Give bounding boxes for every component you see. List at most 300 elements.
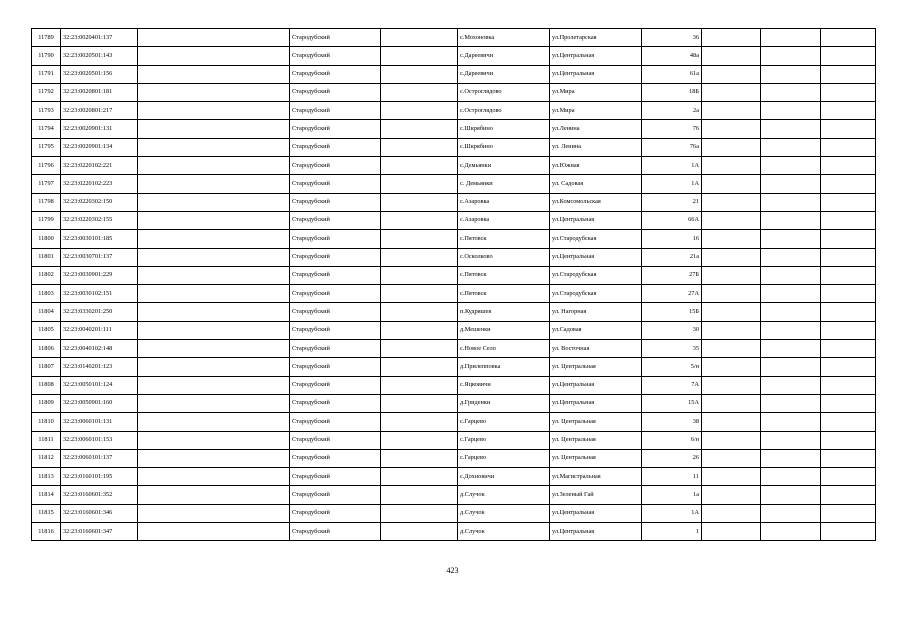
table-row — [32, 486, 876, 504]
empty-cell — [761, 83, 821, 101]
table-row — [32, 376, 876, 394]
empty-cell — [138, 523, 290, 541]
empty-cell — [761, 230, 821, 248]
empty-cell — [138, 47, 290, 65]
street-cell: ул.Центральная — [550, 523, 642, 541]
settlement-cell: с.Яцковичи — [458, 376, 550, 394]
settlement-cell: с.Шкрябино — [458, 138, 550, 156]
page-number: 423 — [446, 566, 459, 575]
settlement-cell: с.Азаровка — [458, 211, 550, 229]
empty-cell — [381, 504, 458, 522]
row-number-cell: 11793 — [32, 102, 61, 120]
empty-cell — [381, 175, 458, 193]
street-cell: ул. Центральная — [550, 431, 642, 449]
cadastral-number-cell: 32:23:0220102:223 — [61, 175, 138, 193]
empty-cell — [821, 29, 876, 47]
row-number-cell: 11801 — [32, 248, 61, 266]
empty-cell — [381, 523, 458, 541]
street-cell: ул.Центральная — [550, 47, 642, 65]
settlement-cell: д.Гриденки — [458, 394, 550, 412]
settlement-cell: с.Гарцево — [458, 449, 550, 467]
cadastral-number-cell: 32:23:0030701:137 — [61, 248, 138, 266]
empty-cell — [761, 468, 821, 486]
table-row — [32, 504, 876, 522]
empty-cell — [381, 211, 458, 229]
street-cell: ул.Магистральная — [550, 468, 642, 486]
settlement-cell: д.Прилепповка — [458, 358, 550, 376]
empty-cell — [138, 266, 290, 284]
house-number-cell: 30 — [642, 321, 702, 339]
table-row — [32, 431, 876, 449]
street-cell: ул. Восточная — [550, 340, 642, 358]
empty-cell — [381, 248, 458, 266]
street-cell: ул.Центральная — [550, 504, 642, 522]
empty-cell — [138, 449, 290, 467]
street-cell: ул.Стародубская — [550, 285, 642, 303]
empty-cell — [381, 29, 458, 47]
empty-cell — [138, 376, 290, 394]
cadastral-number-cell: 32:23:0020801:181 — [61, 83, 138, 101]
empty-cell — [821, 321, 876, 339]
cadastral-number-cell: 32:23:0060101:137 — [61, 449, 138, 467]
empty-cell — [821, 102, 876, 120]
house-number-cell: 15А — [642, 394, 702, 412]
table-row — [32, 449, 876, 467]
table-row — [32, 394, 876, 412]
district-cell: Стародубский — [290, 468, 381, 486]
street-cell: ул.Южная — [550, 157, 642, 175]
street-cell: ул.Садовая — [550, 321, 642, 339]
row-number-cell: 11806 — [32, 340, 61, 358]
empty-cell — [821, 138, 876, 156]
table-row — [32, 468, 876, 486]
street-cell: ул. Центральная — [550, 413, 642, 431]
empty-cell — [381, 266, 458, 284]
row-number-cell: 11791 — [32, 65, 61, 83]
settlement-cell: с.Демьянки — [458, 157, 550, 175]
empty-cell — [138, 504, 290, 522]
empty-cell — [702, 29, 761, 47]
house-number-cell: 66А — [642, 211, 702, 229]
empty-cell — [761, 285, 821, 303]
settlement-cell: с.Пятовск — [458, 266, 550, 284]
district-cell: Стародубский — [290, 193, 381, 211]
settlement-cell: д.Мешенки — [458, 321, 550, 339]
empty-cell — [821, 468, 876, 486]
table-row — [32, 29, 876, 47]
settlement-cell: с.Остроглядово — [458, 83, 550, 101]
district-cell: Стародубский — [290, 321, 381, 339]
district-cell: Стародубский — [290, 65, 381, 83]
empty-cell — [381, 376, 458, 394]
house-number-cell: 2а — [642, 102, 702, 120]
empty-cell — [821, 175, 876, 193]
empty-cell — [702, 376, 761, 394]
empty-cell — [821, 431, 876, 449]
street-cell: ул. Нагорная — [550, 303, 642, 321]
empty-cell — [138, 65, 290, 83]
table-row — [32, 138, 876, 156]
cadastral-number-cell: 32:23:0220102:221 — [61, 157, 138, 175]
house-number-cell: 18Б — [642, 83, 702, 101]
house-number-cell: 26 — [642, 449, 702, 467]
row-number-cell: 11812 — [32, 449, 61, 467]
cadastral-number-cell: 32:23:0140201:123 — [61, 358, 138, 376]
empty-cell — [381, 157, 458, 175]
empty-cell — [761, 358, 821, 376]
empty-cell — [381, 449, 458, 467]
row-number-cell: 11803 — [32, 285, 61, 303]
row-number-cell: 11790 — [32, 47, 61, 65]
empty-cell — [761, 340, 821, 358]
cadastral-number-cell: 32:23:0160601:346 — [61, 504, 138, 522]
settlement-cell: с.Дохновичи — [458, 468, 550, 486]
empty-cell — [381, 413, 458, 431]
settlement-cell: с.Дареевичи — [458, 47, 550, 65]
empty-cell — [702, 65, 761, 83]
street-cell: ул.Комсомольская — [550, 193, 642, 211]
empty-cell — [761, 321, 821, 339]
district-cell: Стародубский — [290, 431, 381, 449]
empty-cell — [702, 211, 761, 229]
empty-cell — [821, 193, 876, 211]
empty-cell — [138, 431, 290, 449]
empty-cell — [702, 157, 761, 175]
table-row — [32, 321, 876, 339]
empty-cell — [138, 29, 290, 47]
house-number-cell: 15Б — [642, 303, 702, 321]
empty-cell — [761, 248, 821, 266]
settlement-cell: с.Азаровка — [458, 193, 550, 211]
settlement-cell: с.Пятовск — [458, 285, 550, 303]
empty-cell — [821, 303, 876, 321]
district-cell: Стародубский — [290, 102, 381, 120]
house-number-cell: 1А — [642, 157, 702, 175]
street-cell: ул.Центральная — [550, 248, 642, 266]
settlement-cell: д.Случок — [458, 486, 550, 504]
cadastral-number-cell: 32:23:0020901:131 — [61, 120, 138, 138]
empty-cell — [702, 175, 761, 193]
row-number-cell: 11789 — [32, 29, 61, 47]
empty-cell — [821, 285, 876, 303]
house-number-cell: 1А — [642, 504, 702, 522]
empty-cell — [138, 138, 290, 156]
empty-cell — [381, 358, 458, 376]
street-cell: ул.Мира — [550, 83, 642, 101]
empty-cell — [702, 321, 761, 339]
cadastral-number-cell: 32:23:0020401:137 — [61, 29, 138, 47]
table-row — [32, 413, 876, 431]
empty-cell — [821, 230, 876, 248]
empty-cell — [381, 83, 458, 101]
district-cell: Стародубский — [290, 413, 381, 431]
empty-cell — [702, 358, 761, 376]
empty-cell — [702, 468, 761, 486]
settlement-cell: д.Случок — [458, 504, 550, 522]
row-number-cell: 11802 — [32, 266, 61, 284]
cadastral-number-cell: 32:23:0030101:185 — [61, 230, 138, 248]
empty-cell — [821, 266, 876, 284]
row-number-cell: 11816 — [32, 523, 61, 541]
empty-cell — [381, 468, 458, 486]
table-row — [32, 175, 876, 193]
row-number-cell: 11809 — [32, 394, 61, 412]
settlement-cell: п.Кудряшев — [458, 303, 550, 321]
empty-cell — [702, 449, 761, 467]
settlement-cell: с.Гарцево — [458, 431, 550, 449]
cadastral-number-cell: 32:23:0060101:153 — [61, 431, 138, 449]
row-number-cell: 11795 — [32, 138, 61, 156]
empty-cell — [761, 523, 821, 541]
table-row — [32, 230, 876, 248]
row-number-cell: 11805 — [32, 321, 61, 339]
empty-cell — [761, 175, 821, 193]
cadastral-number-cell: 32:23:0020501:156 — [61, 65, 138, 83]
empty-cell — [138, 175, 290, 193]
empty-cell — [761, 376, 821, 394]
cadastral-number-cell: 32:23:0020901:134 — [61, 138, 138, 156]
district-cell: Стародубский — [290, 303, 381, 321]
empty-cell — [761, 486, 821, 504]
empty-cell — [821, 65, 876, 83]
house-number-cell: 35 — [642, 340, 702, 358]
house-number-cell: 1 — [642, 523, 702, 541]
empty-cell — [138, 321, 290, 339]
empty-cell — [761, 211, 821, 229]
empty-cell — [761, 65, 821, 83]
empty-cell — [761, 120, 821, 138]
row-number-cell: 11796 — [32, 157, 61, 175]
empty-cell — [381, 120, 458, 138]
row-number-cell: 11800 — [32, 230, 61, 248]
table-row — [32, 120, 876, 138]
settlement-cell: с.Пятовск — [458, 230, 550, 248]
empty-cell — [821, 523, 876, 541]
street-cell: ул. Ленина — [550, 138, 642, 156]
empty-cell — [821, 120, 876, 138]
settlement-cell: с.Шкрябино — [458, 120, 550, 138]
row-number-cell: 11792 — [32, 83, 61, 101]
table-row — [32, 47, 876, 65]
table-row — [32, 211, 876, 229]
empty-cell — [381, 230, 458, 248]
street-cell: ул.Центральная — [550, 394, 642, 412]
house-number-cell: 1А — [642, 175, 702, 193]
row-number-cell: 11814 — [32, 486, 61, 504]
empty-cell — [138, 340, 290, 358]
cadastral-number-cell: 32:23:0330201:250 — [61, 303, 138, 321]
empty-cell — [702, 504, 761, 522]
cadastral-number-cell: 32:23:0220302:155 — [61, 211, 138, 229]
cadastral-number-cell: 32:23:0220302:150 — [61, 193, 138, 211]
empty-cell — [821, 376, 876, 394]
empty-cell — [138, 285, 290, 303]
district-cell: Стародубский — [290, 120, 381, 138]
table-row — [32, 65, 876, 83]
district-cell: Стародубский — [290, 248, 381, 266]
house-number-cell: 76а — [642, 138, 702, 156]
empty-cell — [702, 266, 761, 284]
empty-cell — [138, 211, 290, 229]
district-cell: Стародубский — [290, 47, 381, 65]
empty-cell — [381, 47, 458, 65]
house-number-cell: 1а — [642, 486, 702, 504]
empty-cell — [821, 449, 876, 467]
street-cell: ул. Центральная — [550, 449, 642, 467]
empty-cell — [702, 431, 761, 449]
row-number-cell: 11808 — [32, 376, 61, 394]
empty-cell — [761, 157, 821, 175]
empty-cell — [821, 358, 876, 376]
registry-table — [31, 28, 876, 541]
district-cell: Стародубский — [290, 230, 381, 248]
table-row — [32, 266, 876, 284]
empty-cell — [381, 431, 458, 449]
district-cell: Стародубский — [290, 394, 381, 412]
empty-cell — [821, 248, 876, 266]
empty-cell — [761, 29, 821, 47]
empty-cell — [702, 83, 761, 101]
empty-cell — [702, 523, 761, 541]
settlement-cell: с.Остроглядово — [458, 102, 550, 120]
house-number-cell: 61а — [642, 65, 702, 83]
empty-cell — [138, 102, 290, 120]
settlement-cell: д.Случок — [458, 523, 550, 541]
empty-cell — [761, 394, 821, 412]
row-number-cell: 11807 — [32, 358, 61, 376]
house-number-cell: 27А — [642, 285, 702, 303]
empty-cell — [761, 266, 821, 284]
empty-cell — [821, 211, 876, 229]
empty-cell — [761, 102, 821, 120]
settlement-cell: с.Осколково — [458, 248, 550, 266]
settlement-cell: с.Новое Село — [458, 340, 550, 358]
street-cell: ул.Мира — [550, 102, 642, 120]
empty-cell — [821, 413, 876, 431]
cadastral-number-cell: 32:23:0060101:131 — [61, 413, 138, 431]
row-number-cell: 11811 — [32, 431, 61, 449]
table-row — [32, 102, 876, 120]
table-row — [32, 285, 876, 303]
street-cell: ул.Центральная — [550, 376, 642, 394]
row-number-cell: 11799 — [32, 211, 61, 229]
empty-cell — [138, 468, 290, 486]
district-cell: Стародубский — [290, 266, 381, 284]
district-cell: Стародубский — [290, 138, 381, 156]
empty-cell — [761, 504, 821, 522]
house-number-cell: 16 — [642, 230, 702, 248]
empty-cell — [702, 303, 761, 321]
district-cell: Стародубский — [290, 83, 381, 101]
empty-cell — [702, 285, 761, 303]
district-cell: Стародубский — [290, 29, 381, 47]
empty-cell — [761, 138, 821, 156]
empty-cell — [702, 413, 761, 431]
house-number-cell: 6/н — [642, 431, 702, 449]
house-number-cell: 36 — [642, 29, 702, 47]
street-cell: ул.Стародубская — [550, 266, 642, 284]
settlement-cell: с.Дареевичи — [458, 65, 550, 83]
empty-cell — [702, 120, 761, 138]
district-cell: Стародубский — [290, 157, 381, 175]
settlement-cell: с.Гарцево — [458, 413, 550, 431]
empty-cell — [821, 394, 876, 412]
empty-cell — [821, 340, 876, 358]
row-number-cell: 11813 — [32, 468, 61, 486]
empty-cell — [138, 303, 290, 321]
cadastral-number-cell: 32:23:0160101:195 — [61, 468, 138, 486]
table-row — [32, 340, 876, 358]
settlement-cell: с. Демьянки — [458, 175, 550, 193]
row-number-cell: 11804 — [32, 303, 61, 321]
cadastral-number-cell: 32:23:0030102:151 — [61, 285, 138, 303]
row-number-cell: 11794 — [32, 120, 61, 138]
empty-cell — [381, 486, 458, 504]
empty-cell — [138, 193, 290, 211]
empty-cell — [821, 47, 876, 65]
empty-cell — [821, 157, 876, 175]
empty-cell — [381, 321, 458, 339]
empty-cell — [138, 413, 290, 431]
cadastral-number-cell: 32:23:0160601:352 — [61, 486, 138, 504]
district-cell: Стародубский — [290, 449, 381, 467]
cadastral-number-cell: 32:23:0020501:143 — [61, 47, 138, 65]
house-number-cell: 11 — [642, 468, 702, 486]
house-number-cell: 21 — [642, 193, 702, 211]
empty-cell — [138, 120, 290, 138]
empty-cell — [821, 83, 876, 101]
empty-cell — [702, 230, 761, 248]
empty-cell — [702, 47, 761, 65]
table-row — [32, 303, 876, 321]
table-row — [32, 157, 876, 175]
empty-cell — [381, 65, 458, 83]
empty-cell — [821, 504, 876, 522]
empty-cell — [702, 340, 761, 358]
empty-cell — [381, 303, 458, 321]
cadastral-number-cell: 32:23:0040201:111 — [61, 321, 138, 339]
street-cell: ул.Стародубская — [550, 230, 642, 248]
row-number-cell: 11797 — [32, 175, 61, 193]
empty-cell — [702, 138, 761, 156]
empty-cell — [761, 431, 821, 449]
house-number-cell: 38 — [642, 413, 702, 431]
empty-cell — [381, 285, 458, 303]
street-cell: ул.Пролетарская — [550, 29, 642, 47]
cadastral-number-cell: 32:23:0040102:148 — [61, 340, 138, 358]
district-cell: Стародубский — [290, 486, 381, 504]
house-number-cell: 76 — [642, 120, 702, 138]
table-row — [32, 83, 876, 101]
district-cell: Стародубский — [290, 211, 381, 229]
empty-cell — [381, 340, 458, 358]
empty-cell — [138, 486, 290, 504]
house-number-cell: 48а — [642, 47, 702, 65]
settlement-cell: с.Мохоновка — [458, 29, 550, 47]
empty-cell — [381, 193, 458, 211]
empty-cell — [821, 486, 876, 504]
street-cell: ул.Центральная — [550, 211, 642, 229]
row-number-cell: 11815 — [32, 504, 61, 522]
empty-cell — [761, 449, 821, 467]
empty-cell — [761, 47, 821, 65]
district-cell: Стародубский — [290, 285, 381, 303]
empty-cell — [702, 248, 761, 266]
empty-cell — [381, 102, 458, 120]
district-cell: Стародубский — [290, 523, 381, 541]
house-number-cell: 21а — [642, 248, 702, 266]
district-cell: Стародубский — [290, 504, 381, 522]
